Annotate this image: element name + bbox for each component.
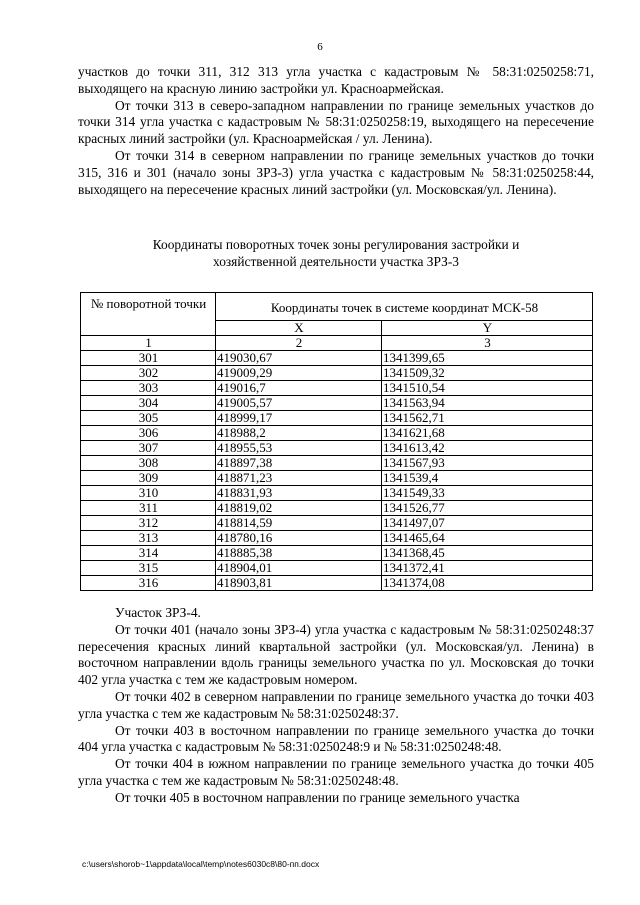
y-coordinate-cell: 1341562,71 bbox=[382, 411, 593, 426]
point-number-cell: 316 bbox=[81, 576, 216, 591]
y-coordinate-cell: 1341497,07 bbox=[382, 516, 593, 531]
point-number-cell: 314 bbox=[81, 546, 216, 561]
point-number-cell: 306 bbox=[81, 426, 216, 441]
paragraph: От точки 403 в восточном направлении по границе земельного участка до точки 404 угла участка с кадастровым № 58:31:0250248:9 и № 58:31:0250248:48. bbox=[78, 722, 594, 755]
column-number: 1 bbox=[81, 336, 216, 351]
table-row bbox=[81, 486, 593, 501]
x-coordinate-cell: 418999,17 bbox=[216, 411, 382, 426]
point-number-cell: 307 bbox=[81, 441, 216, 456]
table-row bbox=[81, 351, 593, 366]
y-coordinate-cell: 1341372,41 bbox=[382, 561, 593, 576]
y-coordinate-cell: 1341510,54 bbox=[382, 381, 593, 396]
x-coordinate-cell: 418988,2 bbox=[216, 426, 382, 441]
coordinates-table bbox=[80, 292, 593, 591]
y-coordinate-cell: 1341563,94 bbox=[382, 396, 593, 411]
x-coordinate-cell: 418904,01 bbox=[216, 561, 382, 576]
table-caption bbox=[78, 236, 594, 270]
table-row bbox=[81, 561, 593, 576]
table-row bbox=[81, 366, 593, 381]
y-coordinate-cell: 1341567,93 bbox=[382, 456, 593, 471]
point-number-cell: 304 bbox=[81, 396, 216, 411]
x-coordinate-cell: 418885,38 bbox=[216, 546, 382, 561]
y-coordinate-cell: 1341526,77 bbox=[382, 501, 593, 516]
table-row bbox=[81, 426, 593, 441]
table-row bbox=[81, 471, 593, 486]
x-coordinate-cell: 419005,57 bbox=[216, 396, 382, 411]
page-number: 6 bbox=[317, 41, 323, 53]
x-coordinate-cell: 418780,16 bbox=[216, 531, 382, 546]
table-row bbox=[81, 381, 593, 396]
point-number-cell: 312 bbox=[81, 516, 216, 531]
header-y: Y bbox=[382, 321, 593, 336]
paragraph: От точки 313 в северо-западном направлении по границе земельных участков до точки 314 угла участка с кадастровым № 58:31:0250258:19, выходящего на пересечение красных линий застройки (ул. Красноармейская / ул. Ленина). bbox=[78, 97, 594, 147]
x-coordinate-cell: 418819,02 bbox=[216, 501, 382, 516]
header-x: X bbox=[216, 321, 382, 336]
column-number: 3 bbox=[382, 336, 593, 351]
x-coordinate-cell: 418831,93 bbox=[216, 486, 382, 501]
y-coordinate-cell: 1341374,08 bbox=[382, 576, 593, 591]
x-coordinate-cell: 419009,29 bbox=[216, 366, 382, 381]
header-coordinates: Координаты точек в системе координат МСК-58 bbox=[216, 293, 593, 321]
y-coordinate-cell: 1341539,4 bbox=[382, 471, 593, 486]
paragraph: От точки 404 в южном направлении по границе земельного участка до точки 405 угла участка с тем же кадастровым № 58:31:0250248:48. bbox=[78, 756, 594, 788]
table-row bbox=[81, 531, 593, 546]
point-number-cell: 310 bbox=[81, 486, 216, 501]
table-row bbox=[81, 411, 593, 426]
table-row bbox=[81, 516, 593, 531]
table-row bbox=[81, 396, 593, 411]
point-number-cell: 302 bbox=[81, 366, 216, 381]
point-number-cell: 313 bbox=[81, 531, 216, 546]
x-coordinate-cell: 419016,7 bbox=[216, 381, 382, 396]
paragraph: От точки 405 в восточном направлении по границе земельного участка bbox=[115, 789, 520, 805]
caption-line: Координаты поворотных точек зоны регулирования застройки и bbox=[152, 237, 520, 252]
x-coordinate-cell: 418814,59 bbox=[216, 516, 382, 531]
text-block-top bbox=[78, 64, 594, 198]
file-path-footer: c:\users\shorob~1\appdata\local\temp\notes6030c8\80-пп.docx bbox=[82, 859, 320, 869]
caption-line: хозяйственной деятельности участка ЗРЗ-3 bbox=[213, 254, 459, 269]
table-row bbox=[81, 456, 593, 471]
table-row bbox=[81, 441, 593, 456]
table-row bbox=[81, 576, 593, 591]
y-coordinate-cell: 1341399,65 bbox=[382, 351, 593, 366]
paragraph: От точки 314 в северном направлении по границе земельных участков до точки 315, 316 и 301 (начало зоны ЗРЗ-3) угла участка с кадастровым № 58:31:0250258:44, выходящего на пересечение красных линий застройки (ул. Московская/ул. Ленина). bbox=[78, 147, 594, 197]
paragraph: участков до точки 311, 312 313 угла участка с кадастровым № 58:31:0250258:71, выходящего на красную линию застройки ул. Красноармейская. bbox=[78, 64, 594, 96]
header-point-number: № поворотной точки bbox=[81, 293, 216, 336]
point-number-cell: 301 bbox=[81, 351, 216, 366]
table-row bbox=[81, 501, 593, 516]
x-coordinate-cell: 418871,23 bbox=[216, 471, 382, 486]
text-block-bottom bbox=[78, 605, 594, 807]
x-coordinate-cell: 418897,38 bbox=[216, 456, 382, 471]
x-coordinate-cell: 418903,81 bbox=[216, 576, 382, 591]
point-number-cell: 305 bbox=[81, 411, 216, 426]
y-coordinate-cell: 1341621,68 bbox=[382, 426, 593, 441]
point-number-cell: 311 bbox=[81, 501, 216, 516]
y-coordinate-cell: 1341613,42 bbox=[382, 441, 593, 456]
point-number-cell: 308 bbox=[81, 456, 216, 471]
section-heading: Участок ЗРЗ-4. bbox=[115, 605, 201, 620]
x-coordinate-cell: 418955,53 bbox=[216, 441, 382, 456]
point-number-cell: 309 bbox=[81, 471, 216, 486]
y-coordinate-cell: 1341368,45 bbox=[382, 546, 593, 561]
paragraph: От точки 401 (начало зоны ЗРЗ-4) угла участка с кадастровым № 58:31:0250248:37 пересечения красных линий квартальной застройки (ул. Московская/ул. Ленина) в восточном направлении вдоль границы земельного участка по ул. Московская до точки 402 угла участка с тем же кадастровым номером. bbox=[78, 621, 594, 688]
y-coordinate-cell: 1341549,33 bbox=[382, 486, 593, 501]
point-number-cell: 315 bbox=[81, 561, 216, 576]
x-coordinate-cell: 419030,67 bbox=[216, 351, 382, 366]
paragraph: От точки 402 в северном направлении по границе земельного участка до точки 403 угла участка с тем же кадастровым № 58:31:0250248:37. bbox=[78, 688, 594, 721]
column-number: 2 bbox=[216, 336, 382, 351]
y-coordinate-cell: 1341465,64 bbox=[382, 531, 593, 546]
point-number-cell: 303 bbox=[81, 381, 216, 396]
table-row bbox=[81, 546, 593, 561]
y-coordinate-cell: 1341509,32 bbox=[382, 366, 593, 381]
